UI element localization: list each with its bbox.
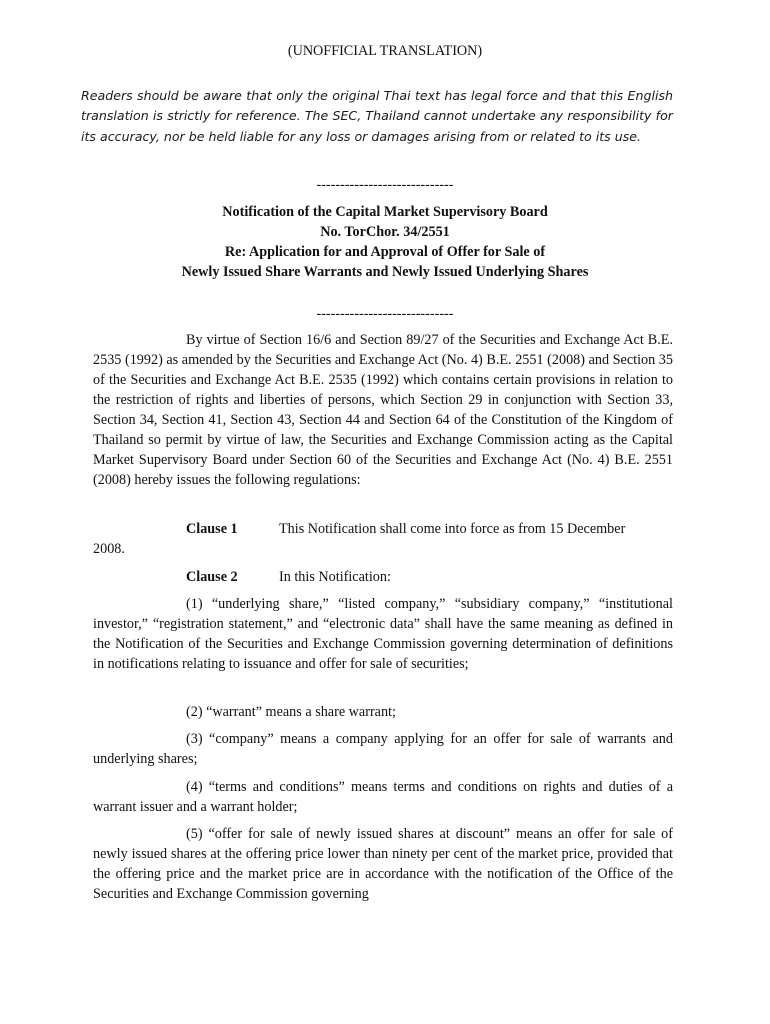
unofficial-translation-header: (UNOFFICIAL TRANSLATION)	[287, 43, 483, 59]
clause-2-text: In this Notification:	[279, 569, 391, 585]
title-line-4: Newly Issued Share Warrants and Newly Issued Underlying Shares	[181, 264, 589, 280]
title-line-1: Notification of the Capital Market Supervisory Board	[222, 204, 548, 220]
preamble-paragraph: By virtue of Section 16/6 and Section 89/27 of the Securities and Exchange Act B.E. 2535 (1992) as amended by the Securities and Exchange Act (No. 4) B.E. 2551 (2008) and Section 35 of the Securities and Exchange Act B.E. 2535 (1992) which contains certain provisions in relation to the restriction of rights and liberties of persons, which Section 29 in conjunction with Section 33, Section 34, Section 41, Section 43, Section 44 and Section 64 of the Constitution of the Kingdom of Thailand so permit by virtue of law, the Securities and Exchange Commission acting as the Capital Market Supervisory Board under Section 60 of the Securities and Exchange Act (No. 4) B.E. 2551 (2008) hereby issues the following regulations:	[93, 332, 673, 488]
definition-5: (5) “offer for sale of newly issued shares at discount” means an offer for sale of newly issued shares at the offering price lower than ninety per cent of the market price, provided that the offering price and the market price are in accordance with the notification of the Office of the Securities and Exchange Commission governing	[93, 826, 673, 902]
clause-1-continuation: 2008.	[93, 541, 125, 557]
separator-bottom: -----------------------------	[316, 306, 454, 322]
definition-4: (4) “terms and conditions” means terms and conditions on rights and duties of a warrant issuer and a warrant holder;	[93, 779, 673, 815]
clause-2	[186, 567, 673, 587]
definition-3: (3) “company” means a company applying for an offer for sale of warrants and underlying shares;	[93, 731, 673, 767]
definition-1: (1) “underlying share,” “listed company,” “subsidiary company,” “institutional investor,” “registration statement,” and “electronic data” shall have the same meaning as defined in the Notification of the Securities and Exchange Commission governing determination of definitions in notifications relating to issuance and offer for sale of securities;	[93, 596, 673, 672]
clause-2-label: Clause 2	[186, 569, 238, 585]
title-line-2: No. TorChor. 34/2551	[320, 224, 450, 240]
clause-1	[186, 519, 673, 539]
disclaimer-note: Readers should be aware that only the original Thai text has legal force and that this English translation is strictly for reference. The SEC, Thailand cannot undertake any responsibility for its accuracy, nor be held liable for any loss or damages arising from or related to its use.	[81, 88, 673, 144]
notification-title	[0, 202, 770, 282]
title-line-3: Re: Application for and Approval of Offer for Sale of	[224, 244, 546, 260]
clause-1-text: This Notification shall come into force as from 15 December	[279, 521, 626, 537]
separator-top: -----------------------------	[316, 177, 454, 193]
clause-1-label: Clause 1	[186, 521, 238, 537]
definition-2: (2) “warrant” means a share warrant;	[186, 704, 396, 720]
